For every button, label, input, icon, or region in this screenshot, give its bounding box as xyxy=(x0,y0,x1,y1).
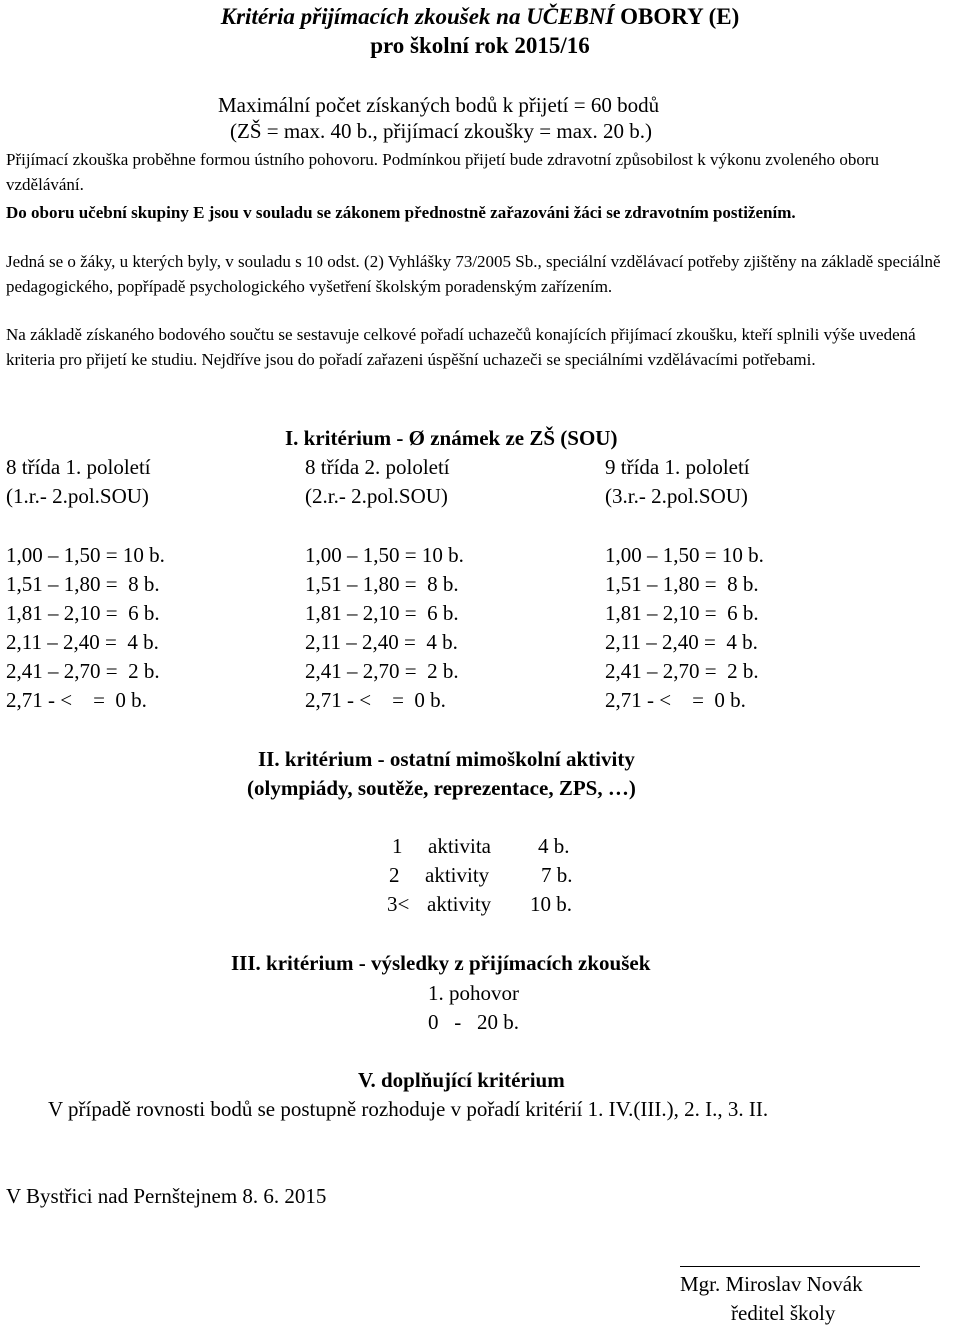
grade-row: 1,51 – 1,80 = 8 b. xyxy=(605,572,759,596)
special-needs-paragraph: Jedná se o žáky, u kterých byly, v souladu s 10 odst. (2) Vyhlášky 73/2005 Sb., speciální vzdělávací potřeby zjištěny na základě speciálně pedagogického, popřípadě psychologického vyšetření školským poradenským zařízením. xyxy=(6,252,941,296)
grade-row: 2,71 - < = 0 b. xyxy=(605,688,746,712)
column-1-subheading: (1.r.- 2.pol.SOU) xyxy=(6,484,149,508)
criterion-2-heading: II. kritérium - ostatní mimoškolní aktivity xyxy=(258,747,635,771)
activity-count: 3< xyxy=(387,892,410,916)
document-title: Kritéria přijímacích zkoušek na UČEBNÍ OBORY (E) xyxy=(220,4,740,29)
activity-count: 1 xyxy=(392,834,403,858)
grade-row: 1,81 – 2,10 = 6 b. xyxy=(6,601,160,625)
signer-role: ředitel školy xyxy=(731,1301,836,1325)
activity-label: aktivity xyxy=(427,892,492,916)
activity-points: 7 b. xyxy=(541,863,573,887)
column-2-heading: 8 třída 2. pololetí xyxy=(305,455,450,479)
criterion-5-heading: V. doplňující kritérium xyxy=(358,1068,565,1092)
grade-row: 2,11 – 2,40 = 4 b. xyxy=(605,630,758,654)
column-2-subheading: (2.r.- 2.pol.SOU) xyxy=(305,484,448,508)
interview-label: 1. pohovor xyxy=(428,981,519,1005)
grade-row: 1,00 – 1,50 = 10 b. xyxy=(305,543,464,567)
criterion-3-heading: III. kritérium - výsledky z přijímacích zkoušek xyxy=(231,951,651,975)
grade-row: 2,41 – 2,70 = 2 b. xyxy=(305,659,459,683)
school-year: pro školní rok 2015/16 xyxy=(370,33,590,58)
grade-row: 1,51 – 1,80 = 8 b. xyxy=(305,572,459,596)
activity-points: 4 b. xyxy=(538,834,570,858)
signature-line xyxy=(680,1266,920,1267)
column-3-subheading: (3.r.- 2.pol.SOU) xyxy=(605,484,748,508)
grade-row: 2,71 - < = 0 b. xyxy=(6,688,147,712)
interview-points: 0 - 20 b. xyxy=(428,1010,519,1034)
exam-form-paragraph: Přijímací zkouška proběhne formou ústního pohovoru. Podmínkou přijetí bude zdravotní způsobilost k výkonu zvoleného oboru vzdělávání. xyxy=(6,150,880,194)
signer-name: Mgr. Miroslav Novák xyxy=(680,1272,863,1296)
activity-count: 2 xyxy=(389,863,400,887)
max-points: Maximální počet získaných bodů k přijetí = 60 bodů xyxy=(218,93,660,117)
grade-row: 1,00 – 1,50 = 10 b. xyxy=(605,543,764,567)
activity-label: aktivita xyxy=(428,834,491,858)
grade-row: 2,11 – 2,40 = 4 b. xyxy=(305,630,458,654)
grade-row: 2,41 – 2,70 = 2 b. xyxy=(605,659,759,683)
column-3-heading: 9 třída 1. pololetí xyxy=(605,455,750,479)
activity-points: 10 b. xyxy=(530,892,572,916)
grade-row: 1,81 – 2,10 = 6 b. xyxy=(305,601,459,625)
tie-break-rule: V případě rovnosti bodů se postupně rozhoduje v pořadí kritérií 1. IV.(III.), 2. I., 3. II. xyxy=(48,1097,769,1121)
grade-row: 2,11 – 2,40 = 4 b. xyxy=(6,630,159,654)
grade-row: 1,00 – 1,50 = 10 b. xyxy=(6,543,165,567)
grade-row: 1,81 – 2,10 = 6 b. xyxy=(605,601,759,625)
column-1-heading: 8 třída 1. pololetí xyxy=(6,455,151,479)
criterion-1-heading: I. kritérium - Ø známek ze ZŠ (SOU) xyxy=(285,426,618,450)
grade-row: 1,51 – 1,80 = 8 b. xyxy=(6,572,160,596)
grade-row: 2,41 – 2,70 = 2 b. xyxy=(6,659,160,683)
ranking-paragraph: Na základě získaného bodového součtu se sestavuje celkové pořadí uchazečů konajících přijímací zkoušku, kteří splnili výše uvedená kriteria pro přijetí ke studiu. Nejdříve jsou do pořadí zařazeni úspěšní uchazeči se speciálními vzdělávacími potřebami. xyxy=(6,325,916,369)
grade-row: 2,71 - < = 0 b. xyxy=(305,688,446,712)
place-and-date: V Bystřici nad Pernštejnem 8. 6. 2015 xyxy=(6,1184,327,1208)
activity-label: aktivity xyxy=(425,863,490,887)
priority-paragraph: Do oboru učební skupiny E jsou v souladu se zákonem přednostně zařazováni žáci se zdravotním postižením. xyxy=(6,203,796,222)
max-points-detail: (ZŠ = max. 40 b., přijímací zkoušky = max. 20 b.) xyxy=(230,119,653,143)
criterion-2-subheading: (olympiády, soutěže, reprezentace, ZPS, …) xyxy=(247,776,636,800)
